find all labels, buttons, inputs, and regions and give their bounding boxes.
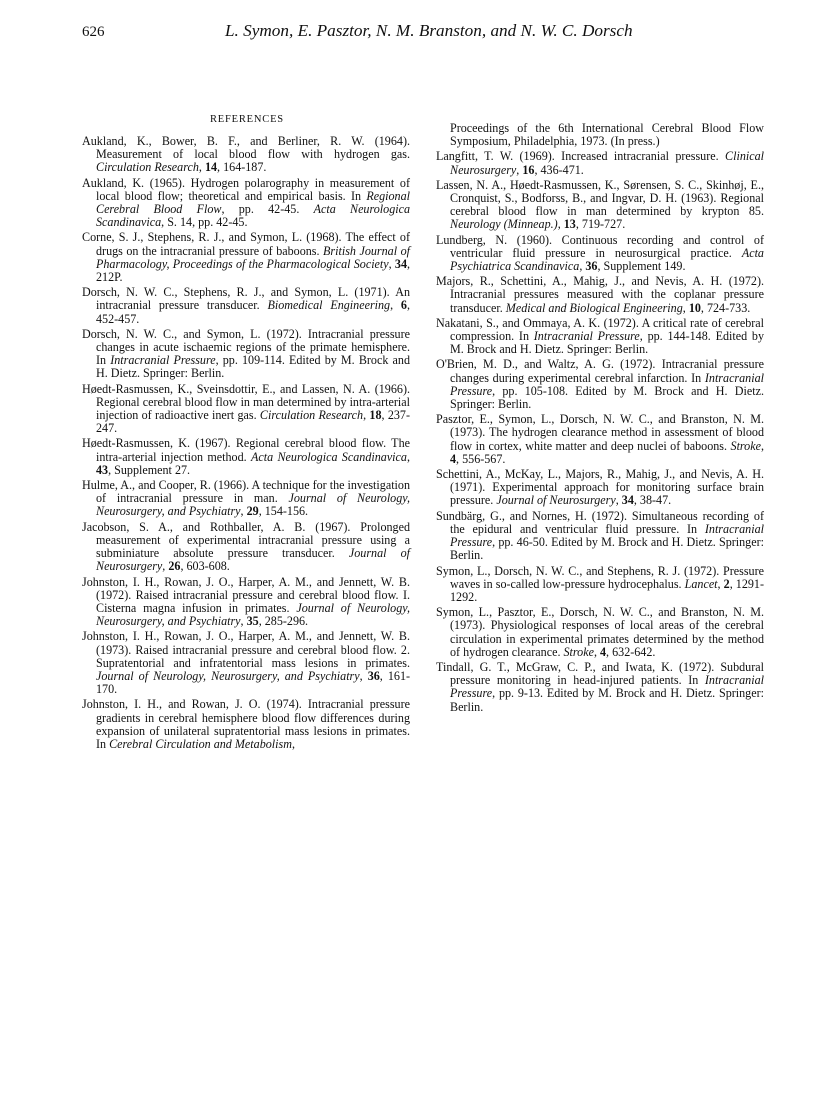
reference-volume: 2 (723, 576, 730, 591)
reference-journal: British Journal of Pharmacology, Proceedings of the Pharmacological Society (96, 243, 410, 271)
reference-entry (82, 479, 410, 519)
reference-volume: 34 (394, 256, 407, 271)
reference-journal: Clinical Neurosurgery (450, 149, 764, 177)
reference-volume: 18 (369, 408, 382, 423)
reference-authors-title: Høedt-Rasmussen, K. (1967). Regional cerebral blood flow. The intra-arterial injection method. (82, 436, 410, 464)
reference-journal: Acta Neurologica Scandinavica (96, 202, 411, 230)
reference-volume: 36 (585, 259, 598, 274)
reference-separator: , (579, 259, 586, 274)
reference-authors-title: Symon, L., Dorsch, N. W. C., and Stephens, R. J. (1972). Pressure waves in so-called low-pressure hydrocephalus. (436, 563, 764, 591)
reference-separator: , (162, 559, 169, 574)
reference-entry (436, 122, 764, 148)
reference-separator: , (291, 736, 295, 751)
reference-entry (82, 383, 410, 436)
reference-separator: , pp. 9-13. Edited by M. Brock and H. Dietz. Springer: Berlin. (450, 686, 764, 714)
reference-journal: Neurology (Minneap.) (450, 217, 558, 232)
reference-pages: , S. 14, pp. 42-45. (161, 215, 248, 230)
reference-journal: Lancet (684, 576, 718, 591)
reference-authors-title: Lundberg, N. (1960). Continuous recording and control of ventricular fluid pressure in neurosurgical practice. (436, 232, 764, 260)
reference-entry (82, 521, 410, 574)
reference-entry (82, 576, 410, 629)
reference-journal: Stroke (730, 438, 761, 453)
reference-pages: , 556-567. (456, 451, 506, 466)
reference-pages: , 164-187. (217, 160, 267, 175)
reference-entry (436, 150, 764, 176)
reference-separator: , pp. 46-50. Edited by M. Brock and H. Dietz. Springer: Berlin. (450, 535, 764, 563)
reference-separator: , pp. 42-45. (221, 202, 314, 217)
reference-authors-title: O'Brien, M. D., and Waltz, A. G. (1972). Intracranial pressure changes during experimental cerebral infarction. In (436, 357, 764, 385)
reference-pages: , 436-471. (534, 162, 584, 177)
reference-journal: Biomedical Engineering (267, 298, 391, 313)
reference-separator: , (615, 493, 622, 508)
reference-volume: 35 (246, 614, 259, 629)
reference-entry (436, 606, 764, 659)
reference-journal: Intracranial Pressure (533, 329, 640, 344)
reference-entry (436, 510, 764, 563)
reference-entry (82, 328, 410, 381)
reference-authors-title: Lassen, N. A., Høedt-Rasmussen, K., Sørensen, S. C., Skinhøj, E., Cronquist, S., Bodforss, B., and Ingvar, D. H. (1963). Regional cerebral blood flow in man determined by krypton 85. (436, 177, 764, 219)
reference-separator: , pp. 105-108. Edited by M. Brock and H. Dietz. Springer: Berlin. (450, 383, 764, 412)
reference-volume: 4 (450, 451, 457, 466)
reference-pages: , 154-156. (258, 504, 309, 519)
reference-pages: , 285-296. (258, 614, 309, 629)
reference-pages: , Supplement 27. (108, 462, 191, 477)
reference-entry (82, 437, 410, 477)
reference-separator: , (359, 668, 368, 683)
reference-volume: 13 (563, 217, 576, 232)
reference-authors-title: Hulme, A., and Cooper, R. (1966). A technique for the investigation of intracranial pressure in man. (82, 478, 411, 506)
reference-entry (436, 413, 764, 466)
reference-separator: , (198, 160, 205, 175)
reference-authors-title: Majors, R., Schettini, A., Mahig, J., and Nevis, A. H. (1972). Intracranial pressures measured with the coplanar pressure transducer. (436, 274, 764, 315)
reference-entry (436, 565, 764, 605)
reference-pages: , 632-642. (606, 644, 656, 659)
reference-journal: Stroke (563, 644, 594, 659)
reference-pages: , 237-247. (96, 408, 410, 436)
reference-journal: Intracranial Pressure (110, 353, 216, 368)
reference-separator: , (390, 298, 401, 313)
reference-entry (436, 234, 764, 274)
reference-pages: , 452-457. (96, 298, 410, 326)
reference-journal: Acta Neurologica Scandinavica (251, 449, 407, 464)
reference-separator: , (516, 162, 523, 177)
reference-authors-title: Corne, S. J., Stephens, R. J., and Symon, L. (1968). The effect of drugs on the intracranial pressure of baboons. (82, 230, 410, 258)
reference-journal: Journal of Neurology, Neurosurgery, and Psychiatry (96, 491, 410, 519)
reference-entry (82, 135, 410, 175)
references-right-column (436, 122, 764, 716)
reference-journal: Journal of Neurosurgery (496, 493, 616, 508)
reference-authors-title: Johnston, I. H., Rowan, J. O., Harper, A. M., and Jennett, W. B. (1972). Raised intracranial pressure and cerebral blood flow. I. Cisterna magna infusion in primates. (82, 574, 410, 615)
references-heading: REFERENCES (210, 114, 284, 125)
reference-authors-title: Johnston, I. H., and Rowan, J. O. (1974). Intracranial pressure gradients in cerebral hemisphere blood flow differences during expansion of unilateral supratentorial mass lesions in primates. In (82, 697, 410, 751)
reference-entry (82, 286, 410, 326)
reference-separator: , (557, 217, 564, 232)
reference-entry (436, 179, 764, 232)
reference-volume: 4 (600, 644, 607, 659)
reference-journal: Medical and Biological Engineering (505, 300, 683, 315)
reference-pages: , 1291-1292. (450, 576, 764, 604)
reference-volume: 16 (522, 162, 535, 177)
reference-authors-title: Sundbärg, G., and Nornes, H. (1972). Simultaneous recording of the epidural and ventricular fluid pressure. In (436, 508, 764, 536)
reference-authors-title: Schettini, A., McKay, L., Majors, R., Mahig, J., and Nevis, A. H. (1971). Experimental approach for monitoring surface brain pressure. (436, 467, 764, 508)
reference-pages: , 603-608. (180, 559, 230, 574)
reference-journal: Circulation Research (259, 408, 364, 423)
reference-authors-title: Aukland, K. (1965). Hydrogen polarography in measurement of local blood flow; theoretical and empirical basis. In (82, 175, 410, 203)
reference-separator: , pp. 144-148. Edited by M. Brock and H. Dietz. Springer: Berlin. (450, 329, 765, 357)
reference-authors-title: Aukland, K., Bower, B. F., and Berliner, R. W. (1964). Measurement of local blood flow with hydrogen gas. (82, 134, 410, 162)
reference-pages: , Supplement 149. (597, 259, 686, 274)
reference-volume: 26 (168, 559, 181, 574)
reference-authors-title: Dorsch, N. W. C., and Symon, L. (1972). Intracranial pressure changes in acute ischaemic regions of the primate hemisphere. In (82, 326, 410, 368)
reference-entry (436, 275, 764, 315)
reference-entry (82, 630, 410, 696)
running-head-authors: L. Symon, E. Pasztor, N. M. Branston, and N. W. C. Dorsch (225, 21, 633, 40)
reference-separator: , (593, 644, 600, 659)
reference-authors-title: Symon, L., Pasztor, E., Dorsch, N. W. C., and Branston, N. M. (1973). Physiological responses of local areas of the cerebral circulation in experimental primates determined by the method of hydrogen clearance. (436, 605, 764, 659)
reference-pages: , 212P. (96, 256, 411, 285)
reference-separator: , (240, 504, 247, 519)
reference-separator: , (406, 449, 410, 464)
reference-authors-title: Høedt-Rasmussen, K., Sveinsdottir, E., and Lassen, N. A. (1966). Regional cerebral blood flow in man determined by intra-arterial injection of radioactive inert gas. (82, 381, 410, 423)
reference-journal: Cerebral Circulation and Metabolism (109, 736, 292, 751)
reference-authors-title: Jacobson, S. A., and Rothballer, A. B. (1967). Prolonged measurement of experimental intracranial pressure using a subminiature absolute pressure transducer. (82, 519, 410, 561)
reference-separator: , (760, 438, 764, 453)
reference-authors-title: Dorsch, N. W. C., Stephens, R. J., and Symon, L. (1971). An intracranial pressure transducer. (82, 285, 410, 313)
reference-separator: , pp. 109-114. Edited by M. Brock and H. Dietz. Springer: Berlin. (96, 353, 410, 381)
reference-volume: 29 (246, 504, 259, 519)
reference-journal: Journal of Neurosurgery (96, 546, 410, 574)
reference-pages: , 724-733. (700, 300, 751, 315)
reference-entry (436, 358, 764, 411)
reference-authors-title: Langfitt, T. W. (1969). Increased intracranial pressure. (436, 149, 726, 164)
reference-separator: , (240, 614, 247, 629)
reference-separator: , (717, 576, 724, 591)
references-left-column (82, 135, 410, 753)
reference-separator: , (388, 256, 395, 271)
reference-entry (436, 317, 764, 357)
reference-entry (82, 698, 410, 751)
reference-volume: 10 (688, 300, 701, 315)
reference-entry (82, 177, 410, 230)
reference-authors-title: Tindall, G. T., McGraw, C. P., and Iwata, K. (1972). Subdural pressure monitoring in head-injured patients. In (436, 659, 764, 688)
reference-authors-title: Johnston, I. H., Rowan, J. O., Harper, A. M., and Jennett, W. B. (1973). Raised intracranial pressure and cerebral blood flow. 2. Supratentorial and infratentorial mass lesions in primates. (82, 629, 410, 670)
reference-journal: Intracranial Pressure (450, 521, 764, 550)
reference-pages: , 719-727. (575, 217, 626, 232)
reference-journal: Intracranial Pressure (450, 673, 764, 701)
reference-journal: Circulation Research (96, 160, 199, 175)
reference-authors-title: Nakatani, S., and Ommaya, A. K. (1972). A critical rate of cerebral compression. In (436, 315, 764, 344)
reference-entry (436, 468, 764, 508)
reference-pages: , 161-170. (96, 668, 411, 697)
reference-separator: , (682, 300, 689, 315)
reference-volume: 6 (400, 298, 407, 313)
reference-separator: , (363, 408, 370, 423)
reference-authors-title: Pasztor, E., Symon, L., Dorsch, N. W. C., and Branston, N. M. (1973). The hydrogen clearance method in assessment of blood flow in cortex, white matter and deep nuclei of baboons. (436, 412, 764, 453)
reference-entry (82, 231, 410, 284)
page-number: 626 (82, 24, 105, 40)
reference-volume: 36 (367, 668, 380, 683)
reference-pages: , 38-47. (633, 493, 672, 508)
reference-volume: 14 (204, 160, 218, 175)
reference-volume: 43 (96, 462, 109, 477)
reference-journal: Intracranial Pressure (450, 370, 764, 398)
reference-journal: Regional Cerebral Blood Flow (96, 188, 410, 217)
reference-journal: Journal of Neurology, Neurosurgery, and Psychiatry (96, 600, 410, 629)
reference-volume: 34 (621, 493, 634, 508)
reference-entry (436, 661, 764, 714)
reference-authors-title: Proceedings of the 6th International Cerebral Blood Flow Symposium, Philadelphia, 1973. (In press.) (450, 121, 764, 149)
reference-journal: Journal of Neurology, Neurosurgery, and Psychiatry (96, 668, 360, 683)
reference-journal: Acta Psychiatrica Scandinavica (450, 245, 764, 274)
